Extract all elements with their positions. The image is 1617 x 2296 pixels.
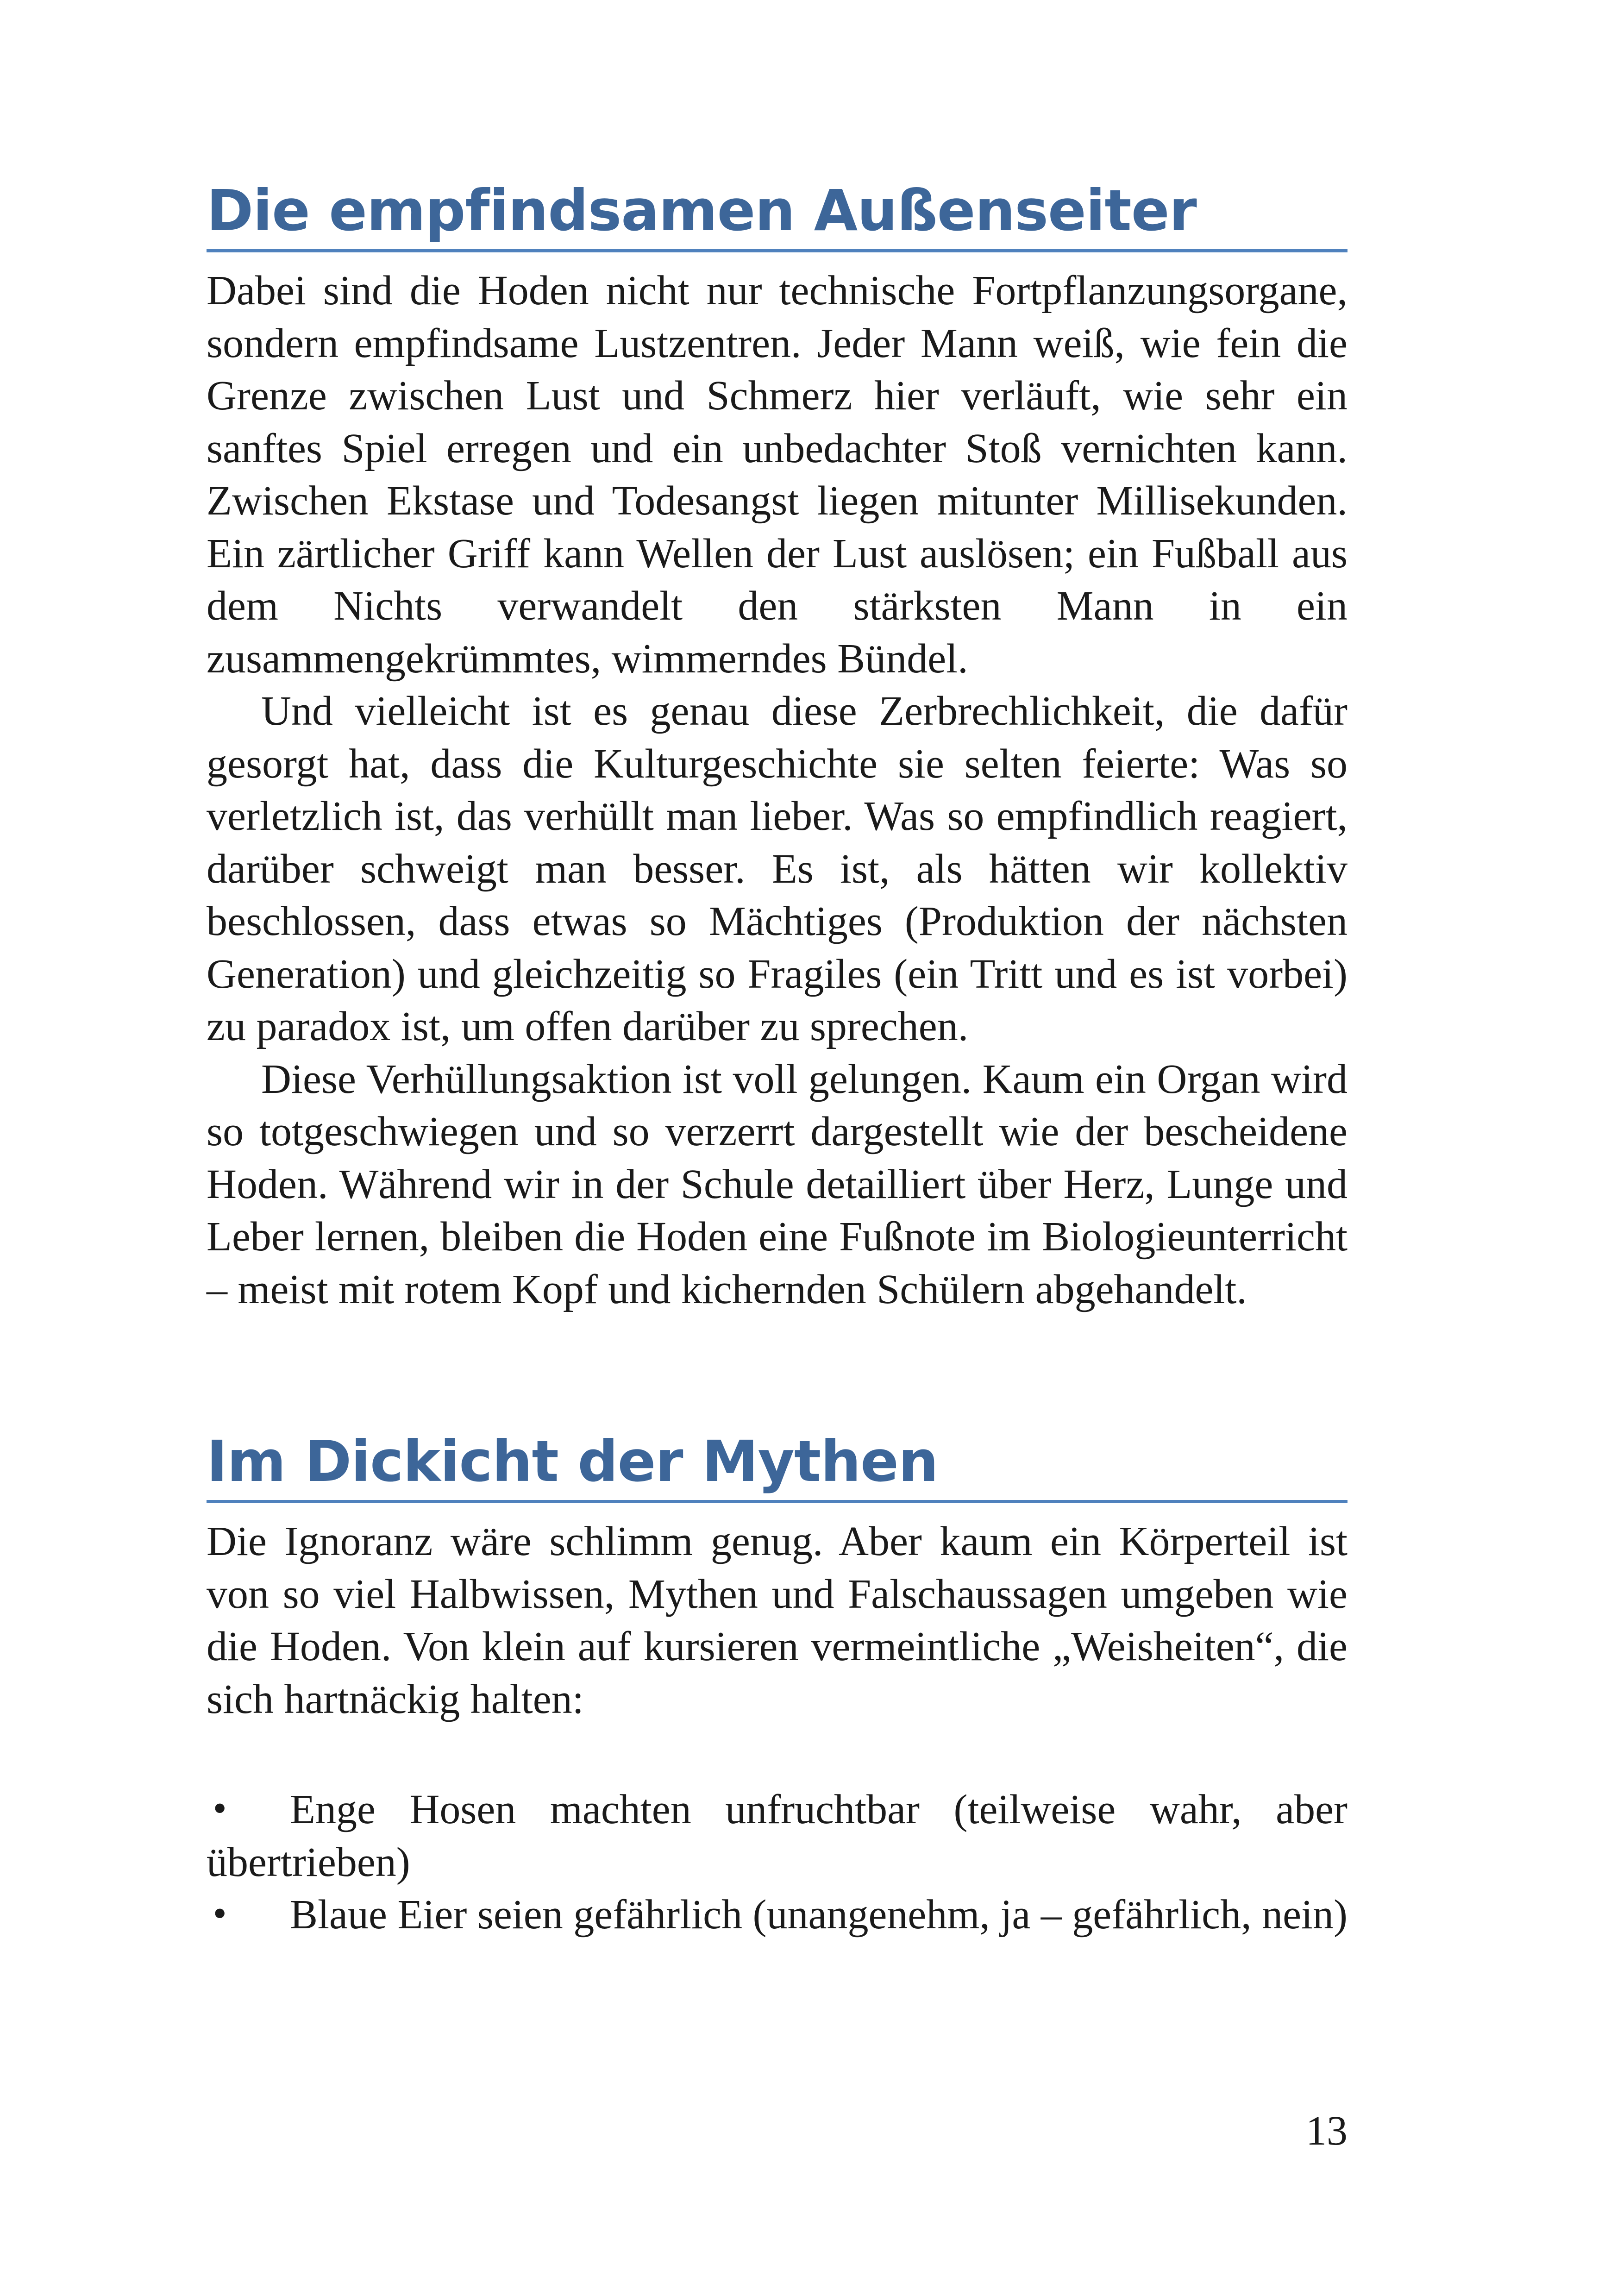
page-number: 13 — [1306, 2108, 1348, 2154]
list-item-text: Blaue Eier seien gefährlich (unangenehm, ja – gefährlich, nein) — [290, 1892, 1348, 1938]
page-content — [207, 176, 1348, 1941]
list-item — [207, 1783, 1348, 1888]
paragraph-4: Die Ignoranz wäre schlimm genug. Aber kaum ein Körperteil ist von so viel Halbwissen, Mythen und Falschaussagen umgeben wie die Hoden. Von klein auf kursieren vermeintliche „Weisheiten“, die sich hartnäckig halten: — [207, 1518, 1348, 1722]
paragraph-1: Dabei sind die Hoden nicht nur technische Fortpflanzungsorgane, sondern empfindsame Lustzentren. Jeder Mann weiß, wie fein die Grenze zwischen Lust und Schmerz hier verläuft, wie sehr ein sanftes Spiel erregen und ein unbedachter Stoß vernichten kann. Zwischen Ekstase und Todesangst liegen mitunter Millisekunden. Ein zärtlicher Griff kann Wellen der Lust auslösen; ein Fußball aus dem Nichts verwandelt den stärksten Mann in ein zusammengekrümmtes, wimmerndes Bündel. — [207, 268, 1348, 682]
paragraph-3: Diese Verhüllungsaktion ist voll gelungen. Kaum ein Organ wird so totgeschwiegen und so verzerrt dargestellt wie der bescheidene Hoden. Während wir in der Schule detailliert über Herz, Lunge und Leber lernen, bleiben die Hoden eine Fußnote im Biologieunterricht – meist mit rotem Kopf und kichernden Schülern abgehandelt. — [207, 1056, 1348, 1312]
section-heading-mythen: Im Dickicht der Mythen — [207, 1427, 1348, 1503]
list-item-text: Enge Hosen machten unfruchtbar (teilweise wahr, aber übertrieben) — [207, 1787, 1348, 1885]
section-heading-aussenseiter: Die empfindsamen Außenseiter — [207, 176, 1348, 252]
bullet-icon: • — [210, 1895, 230, 1933]
bullet-icon: • — [210, 1790, 230, 1828]
list-item — [207, 1888, 1348, 1941]
myth-list — [207, 1783, 1348, 1941]
paragraph-2: Und vielleicht ist es genau diese Zerbrechlichkeit, die dafür gesorgt hat, dass die Kulturgeschichte sie selten feierte: Was so verletzlich ist, das verhüllt man lieber. Was so empfindlich reagiert, darüber schweigt man besser. Es ist, als hätten wir kollektiv beschlossen, dass etwas so Mächtiges (Produktion der nächsten Generation) und gleichzeitig so Fragiles (ein Tritt und es ist vorbei) zu paradox ist, um offen darüber zu sprechen. — [207, 688, 1348, 1049]
